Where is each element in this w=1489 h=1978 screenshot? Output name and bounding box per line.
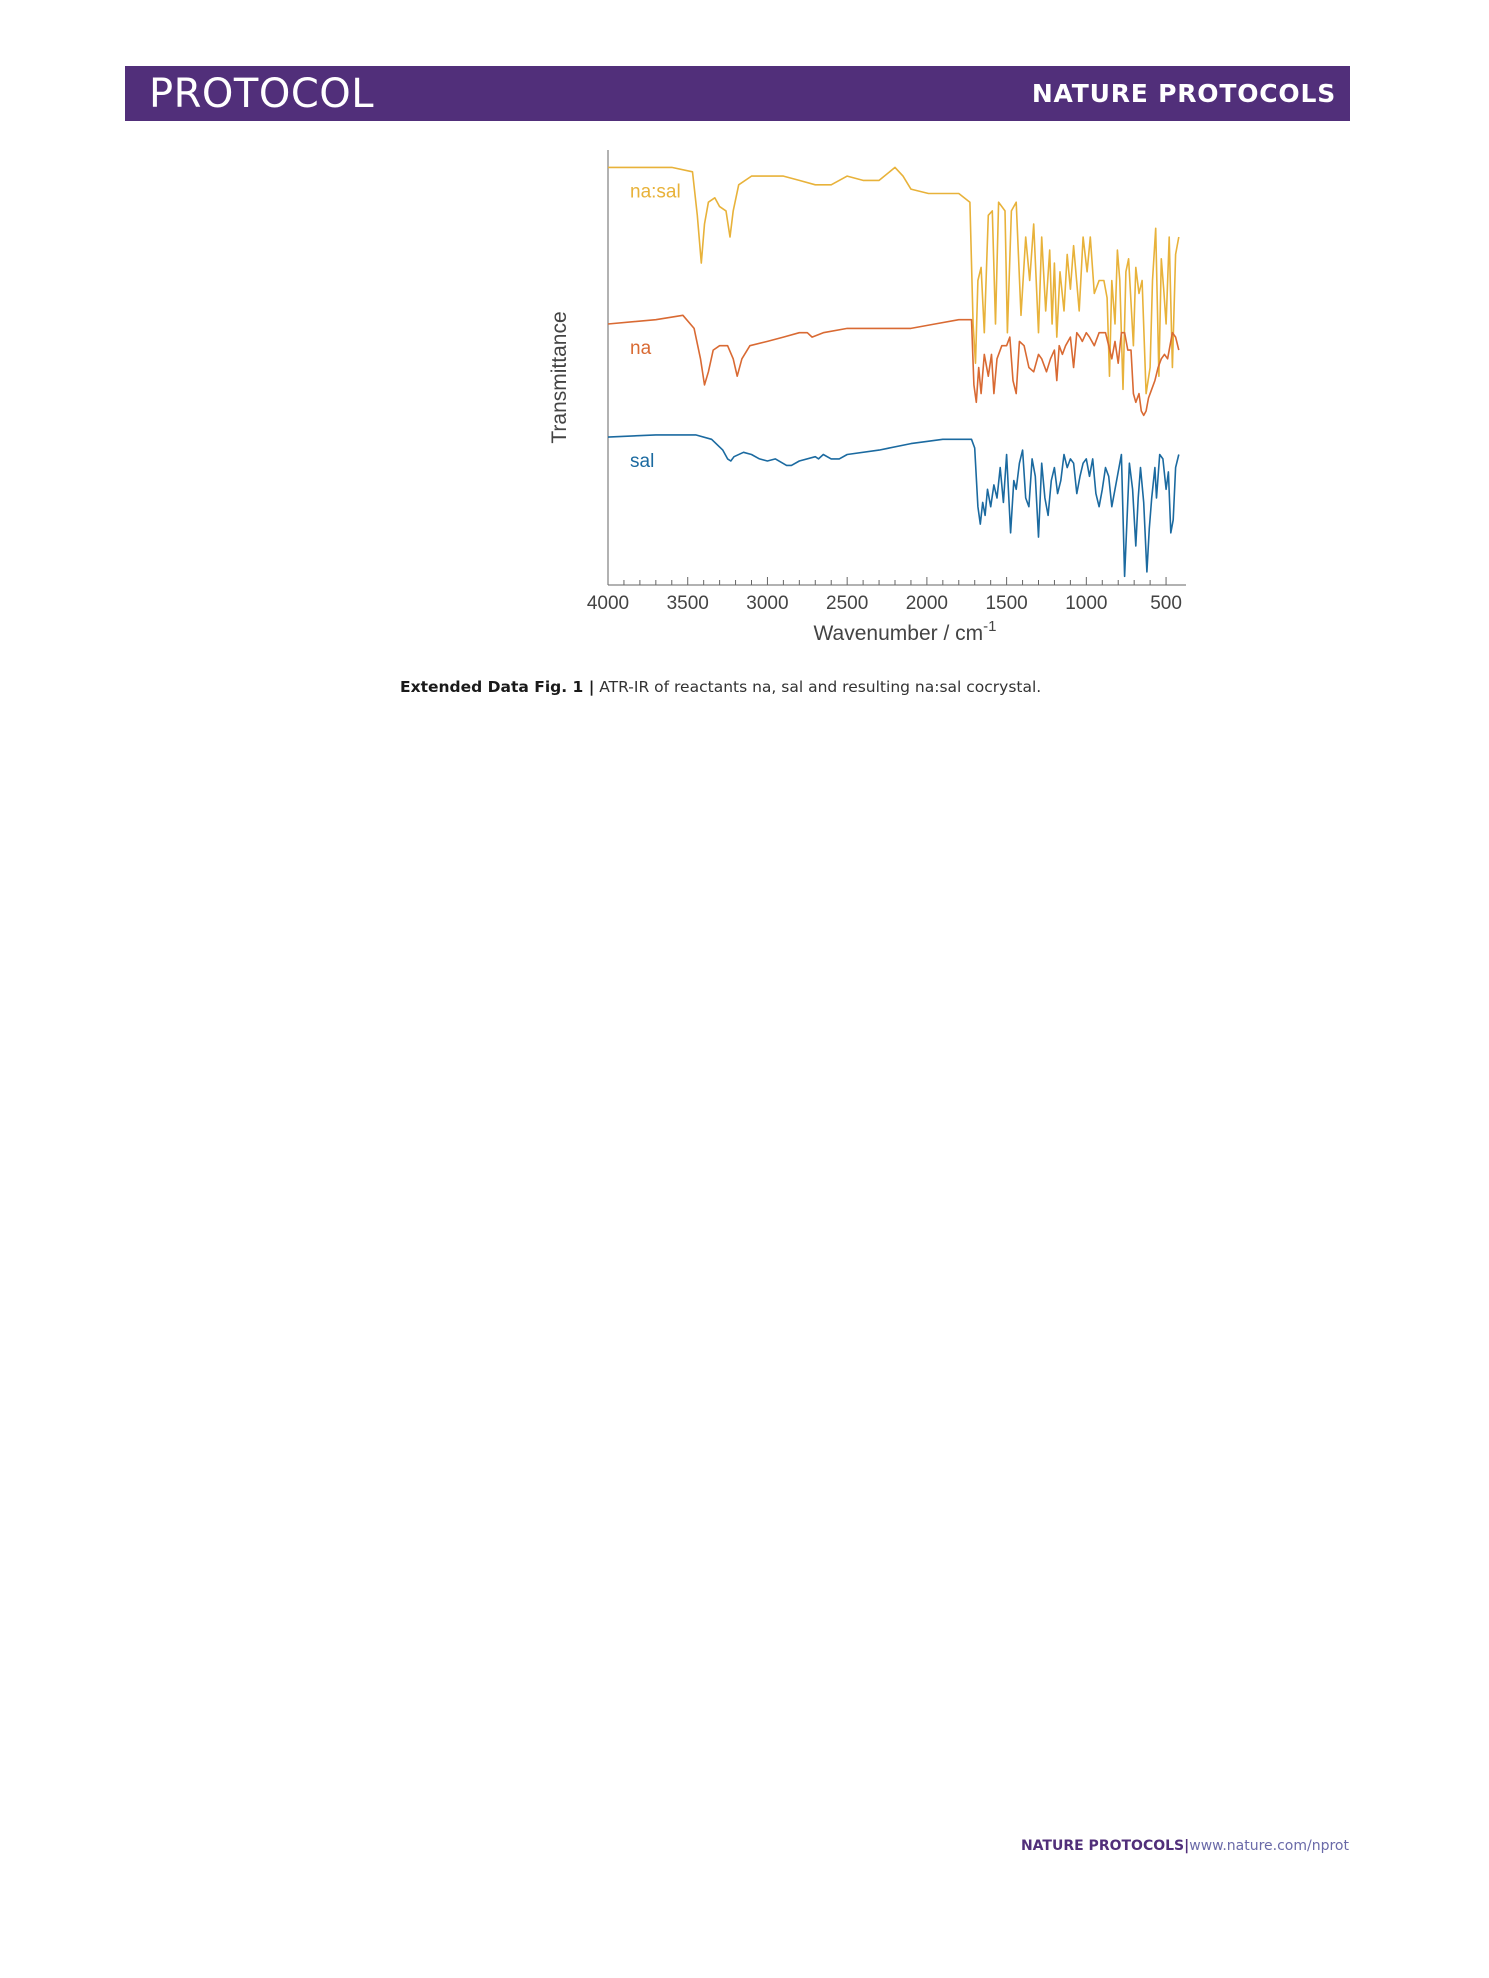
footer-journal: NATURE PROTOCOLS xyxy=(1020,1838,1185,1854)
chart-labels xyxy=(548,181,1182,645)
section-label: PROTOCOL xyxy=(149,71,375,117)
x-tick-label: 3500 xyxy=(666,593,709,614)
series-line-na-sal xyxy=(608,167,1179,393)
caption-label: Extended Data Fig. 1 | xyxy=(400,678,595,696)
x-axis-label-superscript: -1 xyxy=(983,618,997,635)
figure-caption xyxy=(400,678,1041,696)
series-label-na: na xyxy=(630,338,652,359)
series-label-na-sal: na:sal xyxy=(630,181,681,203)
x-tick-label: 1000 xyxy=(1065,593,1108,614)
x-tick-label: 500 xyxy=(1150,593,1182,614)
journal-name: NATURE PROTOCOLS xyxy=(1031,79,1336,108)
header-banner xyxy=(125,66,1350,121)
chart-axes xyxy=(608,150,1186,585)
series-line-sal xyxy=(608,435,1179,576)
series-label-sal: sal xyxy=(630,451,655,473)
series-line-na xyxy=(608,315,1179,415)
y-axis-label: Transmittance xyxy=(548,311,571,444)
caption-text: ATR-IR of reactants na, sal and resulting na:sal cocrystal. xyxy=(594,678,1042,696)
page-footer xyxy=(1021,1838,1349,1854)
x-tick-label: 3000 xyxy=(746,593,789,614)
x-tick-label: 1500 xyxy=(985,593,1028,614)
x-tick-label: 4000 xyxy=(586,593,630,614)
footer-url[interactable]: www.nature.com/nprot xyxy=(1189,1838,1349,1854)
chart-traces xyxy=(608,167,1179,576)
x-axis-label: Wavenumber / $cm^{-1}$ xyxy=(813,618,997,645)
x-tick-label: 2000 xyxy=(905,593,949,614)
footer-separator: | xyxy=(1184,1838,1190,1854)
ir-spectrum-chart xyxy=(540,140,1200,668)
x-tick-label: 2500 xyxy=(826,593,869,614)
